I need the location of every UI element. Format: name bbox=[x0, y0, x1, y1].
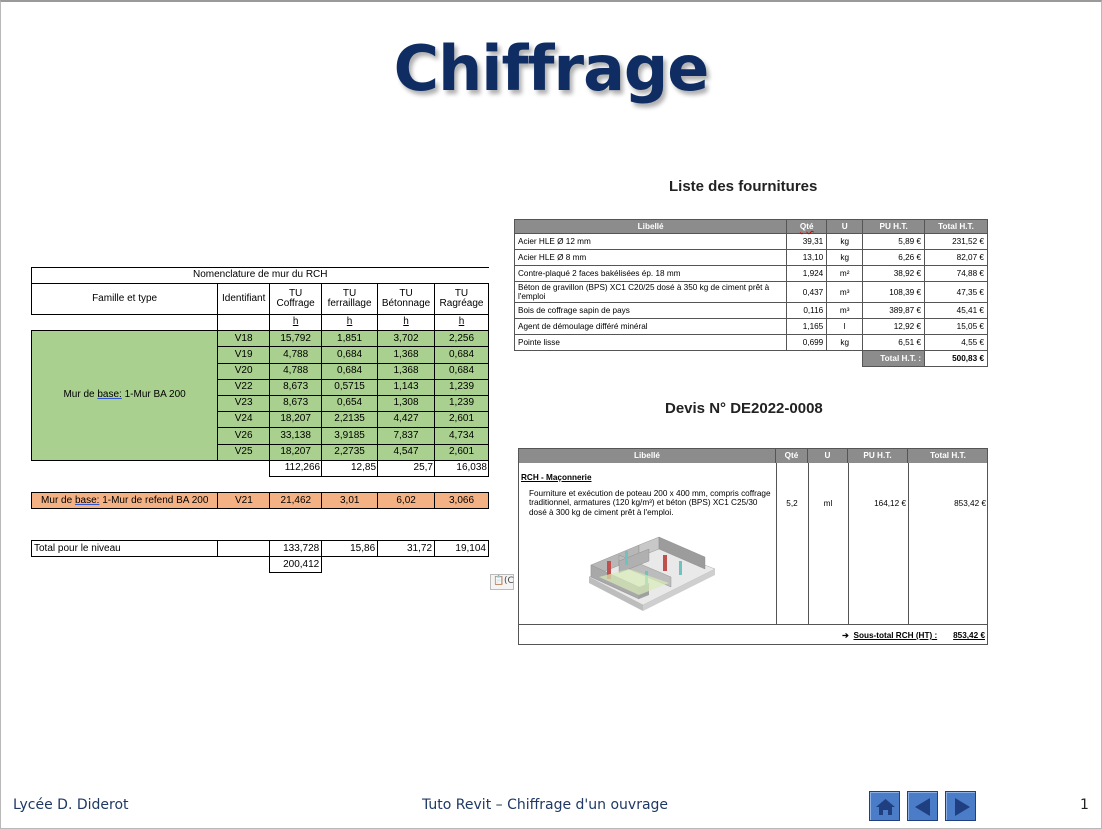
unit-cell: m³ bbox=[827, 303, 863, 319]
identifiant-cell: V23 bbox=[218, 395, 270, 411]
value-cell: 2,2735 bbox=[322, 444, 378, 460]
unit-cell: kg bbox=[827, 335, 863, 351]
family-label: Mur de base: 1-Mur de refend BA 200 bbox=[32, 493, 218, 509]
devis-header bbox=[519, 449, 987, 463]
value-cell: 133,728 bbox=[270, 541, 322, 557]
value-cell: 3,01 bbox=[322, 493, 378, 509]
family-label: Mur de base: 1-Mur BA 200 bbox=[32, 331, 218, 461]
refend-table bbox=[31, 492, 489, 509]
devis-table bbox=[518, 448, 988, 645]
value-cell: 1,239 bbox=[435, 395, 489, 411]
unit-cell: m² bbox=[827, 266, 863, 282]
table-row bbox=[515, 250, 988, 266]
unit-h: h bbox=[270, 315, 322, 331]
next-slide-icon bbox=[946, 792, 977, 822]
value-cell: 4,788 bbox=[270, 363, 322, 379]
subtotal-value: 853,42 € bbox=[953, 631, 985, 640]
qte-cell: 1,165 bbox=[787, 319, 827, 335]
devis-subtotal bbox=[842, 630, 985, 640]
total-cell: 15,05 € bbox=[925, 319, 988, 335]
value-cell: 0,684 bbox=[435, 363, 489, 379]
libelle-cell: Bois de coffrage sapin de pays bbox=[515, 303, 787, 319]
devis-qte: 5,2 bbox=[786, 499, 798, 508]
table-row bbox=[32, 493, 489, 509]
value-cell: 8,673 bbox=[270, 379, 322, 395]
pu-cell: 6,26 € bbox=[863, 250, 925, 266]
table-row bbox=[32, 331, 489, 347]
unit-cell: kg bbox=[827, 234, 863, 250]
unit-h: h bbox=[435, 315, 489, 331]
value-cell: 0,654 bbox=[322, 395, 378, 411]
slide-title: Chiffrage bbox=[393, 32, 709, 105]
table-row bbox=[515, 234, 988, 250]
paste-label: (C bbox=[504, 576, 514, 586]
col-total: Total H.T. bbox=[930, 451, 966, 460]
devis-unit: ml bbox=[823, 499, 833, 508]
total-cell: 74,88 € bbox=[925, 266, 988, 282]
header-coffrage: TU Coffrage bbox=[270, 284, 322, 315]
header-famille: Famille et type bbox=[32, 284, 218, 315]
total-cell: 82,07 € bbox=[925, 250, 988, 266]
pu-cell: 108,39 € bbox=[863, 282, 925, 303]
col-pu: PU H.T. bbox=[863, 220, 925, 234]
value-cell: 0,684 bbox=[322, 347, 378, 363]
col-qte: Qté bbox=[787, 220, 827, 234]
unit-cell: m³ bbox=[827, 282, 863, 303]
total-cell: 45,41 € bbox=[925, 303, 988, 319]
nomenclature-caption: Nomenclature de mur du RCH bbox=[32, 268, 489, 284]
fournitures-title: Liste des fournitures bbox=[669, 178, 818, 195]
value-cell: 6,02 bbox=[378, 493, 435, 509]
libelle-cell: Acier HLE Ø 12 mm bbox=[515, 234, 787, 250]
pu-cell: 12,92 € bbox=[863, 319, 925, 335]
niveau-table bbox=[31, 540, 489, 573]
unit-cell: kg bbox=[827, 250, 863, 266]
unit-cell: l bbox=[827, 319, 863, 335]
value-cell: 1,143 bbox=[378, 379, 435, 395]
value-cell: 1,368 bbox=[378, 363, 435, 379]
value-cell: 0,684 bbox=[322, 363, 378, 379]
value-cell: 2,256 bbox=[435, 331, 489, 347]
grand-total: 200,412 bbox=[270, 557, 322, 573]
previous-slide-icon bbox=[908, 792, 939, 822]
col-qte: Qté bbox=[776, 449, 808, 463]
value-cell: 31,72 bbox=[378, 541, 435, 557]
value-cell: 2,2135 bbox=[322, 412, 378, 428]
value-cell: 33,138 bbox=[270, 428, 322, 444]
value-cell: 18,207 bbox=[270, 444, 322, 460]
header-ferraillage: TU ferraillage bbox=[322, 284, 378, 315]
devis-description: Fourniture et exécution de poteau 200 x 400 mm, compris coffrage traditionnel, armatures (120 kg/m³) et béton (BPS) XC1 C25/30 dosé à 300 kg de ciment prêt à l'emploi. bbox=[529, 489, 771, 517]
clipboard-icon: 📋 bbox=[493, 576, 505, 586]
identifiant-cell: V20 bbox=[218, 363, 270, 379]
value-cell: 1,851 bbox=[322, 331, 378, 347]
home-button[interactable] bbox=[869, 791, 900, 821]
value-cell: 15,792 bbox=[270, 331, 322, 347]
libelle-cell: Agent de démoulage différé minéral bbox=[515, 319, 787, 335]
header-ragreage: TU Ragréage bbox=[435, 284, 489, 315]
total-ht-value: 500,83 € bbox=[925, 351, 988, 367]
value-cell: 0,684 bbox=[435, 347, 489, 363]
identifiant-cell: V21 bbox=[218, 493, 270, 509]
value-cell: 4,547 bbox=[378, 444, 435, 460]
total-ferraillage: 12,85 bbox=[322, 460, 378, 476]
total-ht-label: Total H.T. : bbox=[863, 351, 925, 367]
devis-title: Devis N° DE2022-0008 bbox=[665, 400, 823, 417]
next-slide-button[interactable] bbox=[945, 791, 976, 821]
value-cell: 7,837 bbox=[378, 428, 435, 444]
pu-cell: 38,92 € bbox=[863, 266, 925, 282]
total-cell: 4,55 € bbox=[925, 335, 988, 351]
nomenclature-table bbox=[31, 267, 489, 477]
devis-total: 853,42 € bbox=[954, 499, 986, 508]
header-betonnage: TU Bétonnage bbox=[378, 284, 435, 315]
value-cell: 4,734 bbox=[435, 428, 489, 444]
value-cell: 2,601 bbox=[435, 444, 489, 460]
col-unit: U bbox=[827, 220, 863, 234]
unit-h: h bbox=[378, 315, 435, 331]
col-pu: PU H.T. bbox=[848, 449, 908, 463]
qte-cell: 39,31 bbox=[787, 234, 827, 250]
value-cell: 19,104 bbox=[435, 541, 489, 557]
value-cell: 15,86 bbox=[322, 541, 378, 557]
home-icon bbox=[870, 792, 901, 822]
total-ragreage: 16,038 bbox=[435, 460, 489, 476]
table-row bbox=[515, 303, 988, 319]
value-cell: 21,462 bbox=[270, 493, 322, 509]
devis-pu: 164,12 € bbox=[874, 499, 906, 508]
value-cell: 1,239 bbox=[435, 379, 489, 395]
total-cell: 231,52 € bbox=[925, 234, 988, 250]
col-unit: U bbox=[808, 449, 848, 463]
qte-cell: 13,10 bbox=[787, 250, 827, 266]
qte-cell: 0,116 bbox=[787, 303, 827, 319]
identifiant-cell: V22 bbox=[218, 379, 270, 395]
niveau-label: Total pour le niveau bbox=[32, 541, 218, 557]
pu-cell: 389,87 € bbox=[863, 303, 925, 319]
table-row bbox=[32, 541, 489, 557]
fournitures-table bbox=[514, 219, 988, 367]
libelle-cell: Béton de gravillon (BPS) XC1 C20/25 dosé à 350 kg de ciment prêt à l'emploi bbox=[515, 282, 787, 303]
footer-school: Lycée D. Diderot bbox=[13, 797, 129, 813]
libelle-cell: Acier HLE Ø 8 mm bbox=[515, 250, 787, 266]
col-libelle: Libellé bbox=[519, 449, 776, 463]
qte-cell: 1,924 bbox=[787, 266, 827, 282]
header-identifiant: Identifiant bbox=[218, 284, 270, 315]
table-row bbox=[515, 282, 988, 303]
value-cell: 4,427 bbox=[378, 412, 435, 428]
building-3d-image bbox=[579, 525, 719, 613]
libelle-cell: Contre-plaqué 2 faces bakélisées ép. 18 mm bbox=[515, 266, 787, 282]
value-cell: 3,9185 bbox=[322, 428, 378, 444]
col-total: Total H.T. bbox=[925, 220, 988, 234]
total-coffrage: 112,266 bbox=[270, 460, 322, 476]
qte-cell: 0,437 bbox=[787, 282, 827, 303]
table-row bbox=[515, 335, 988, 351]
pu-cell: 6,51 € bbox=[863, 335, 925, 351]
libelle-cell: Pointe lisse bbox=[515, 335, 787, 351]
footer-title: Tuto Revit – Chiffrage d'un ouvrage bbox=[422, 797, 669, 813]
previous-slide-button[interactable] bbox=[907, 791, 938, 821]
value-cell: 3,066 bbox=[435, 493, 489, 509]
identifiant-cell: V25 bbox=[218, 444, 270, 460]
table-row bbox=[515, 266, 988, 282]
identifiant-cell: V24 bbox=[218, 412, 270, 428]
total-betonnage: 25,7 bbox=[378, 460, 435, 476]
identifiant-cell: V19 bbox=[218, 347, 270, 363]
table-row bbox=[515, 319, 988, 335]
qte-cell: 0,699 bbox=[787, 335, 827, 351]
paste-options-button[interactable] bbox=[490, 574, 514, 590]
value-cell: 1,368 bbox=[378, 347, 435, 363]
devis-section: RCH - Maçonnerie bbox=[521, 473, 592, 482]
page-number: 1 bbox=[1080, 797, 1089, 813]
arrow-right-icon: ➔ bbox=[842, 631, 849, 640]
unit-h: h bbox=[322, 315, 378, 331]
identifiant-cell: V18 bbox=[218, 331, 270, 347]
value-cell: 18,207 bbox=[270, 412, 322, 428]
value-cell: 1,308 bbox=[378, 395, 435, 411]
pu-cell: 5,89 € bbox=[863, 234, 925, 250]
identifiant-cell: V26 bbox=[218, 428, 270, 444]
col-libelle: Libellé bbox=[515, 220, 787, 234]
total-cell: 47,35 € bbox=[925, 282, 988, 303]
value-cell: 4,788 bbox=[270, 347, 322, 363]
value-cell: 8,673 bbox=[270, 395, 322, 411]
subtotal-label: Sous-total RCH (HT) : bbox=[853, 631, 938, 640]
value-cell: 2,601 bbox=[435, 412, 489, 428]
value-cell: 0,5715 bbox=[322, 379, 378, 395]
value-cell: 3,702 bbox=[378, 331, 435, 347]
